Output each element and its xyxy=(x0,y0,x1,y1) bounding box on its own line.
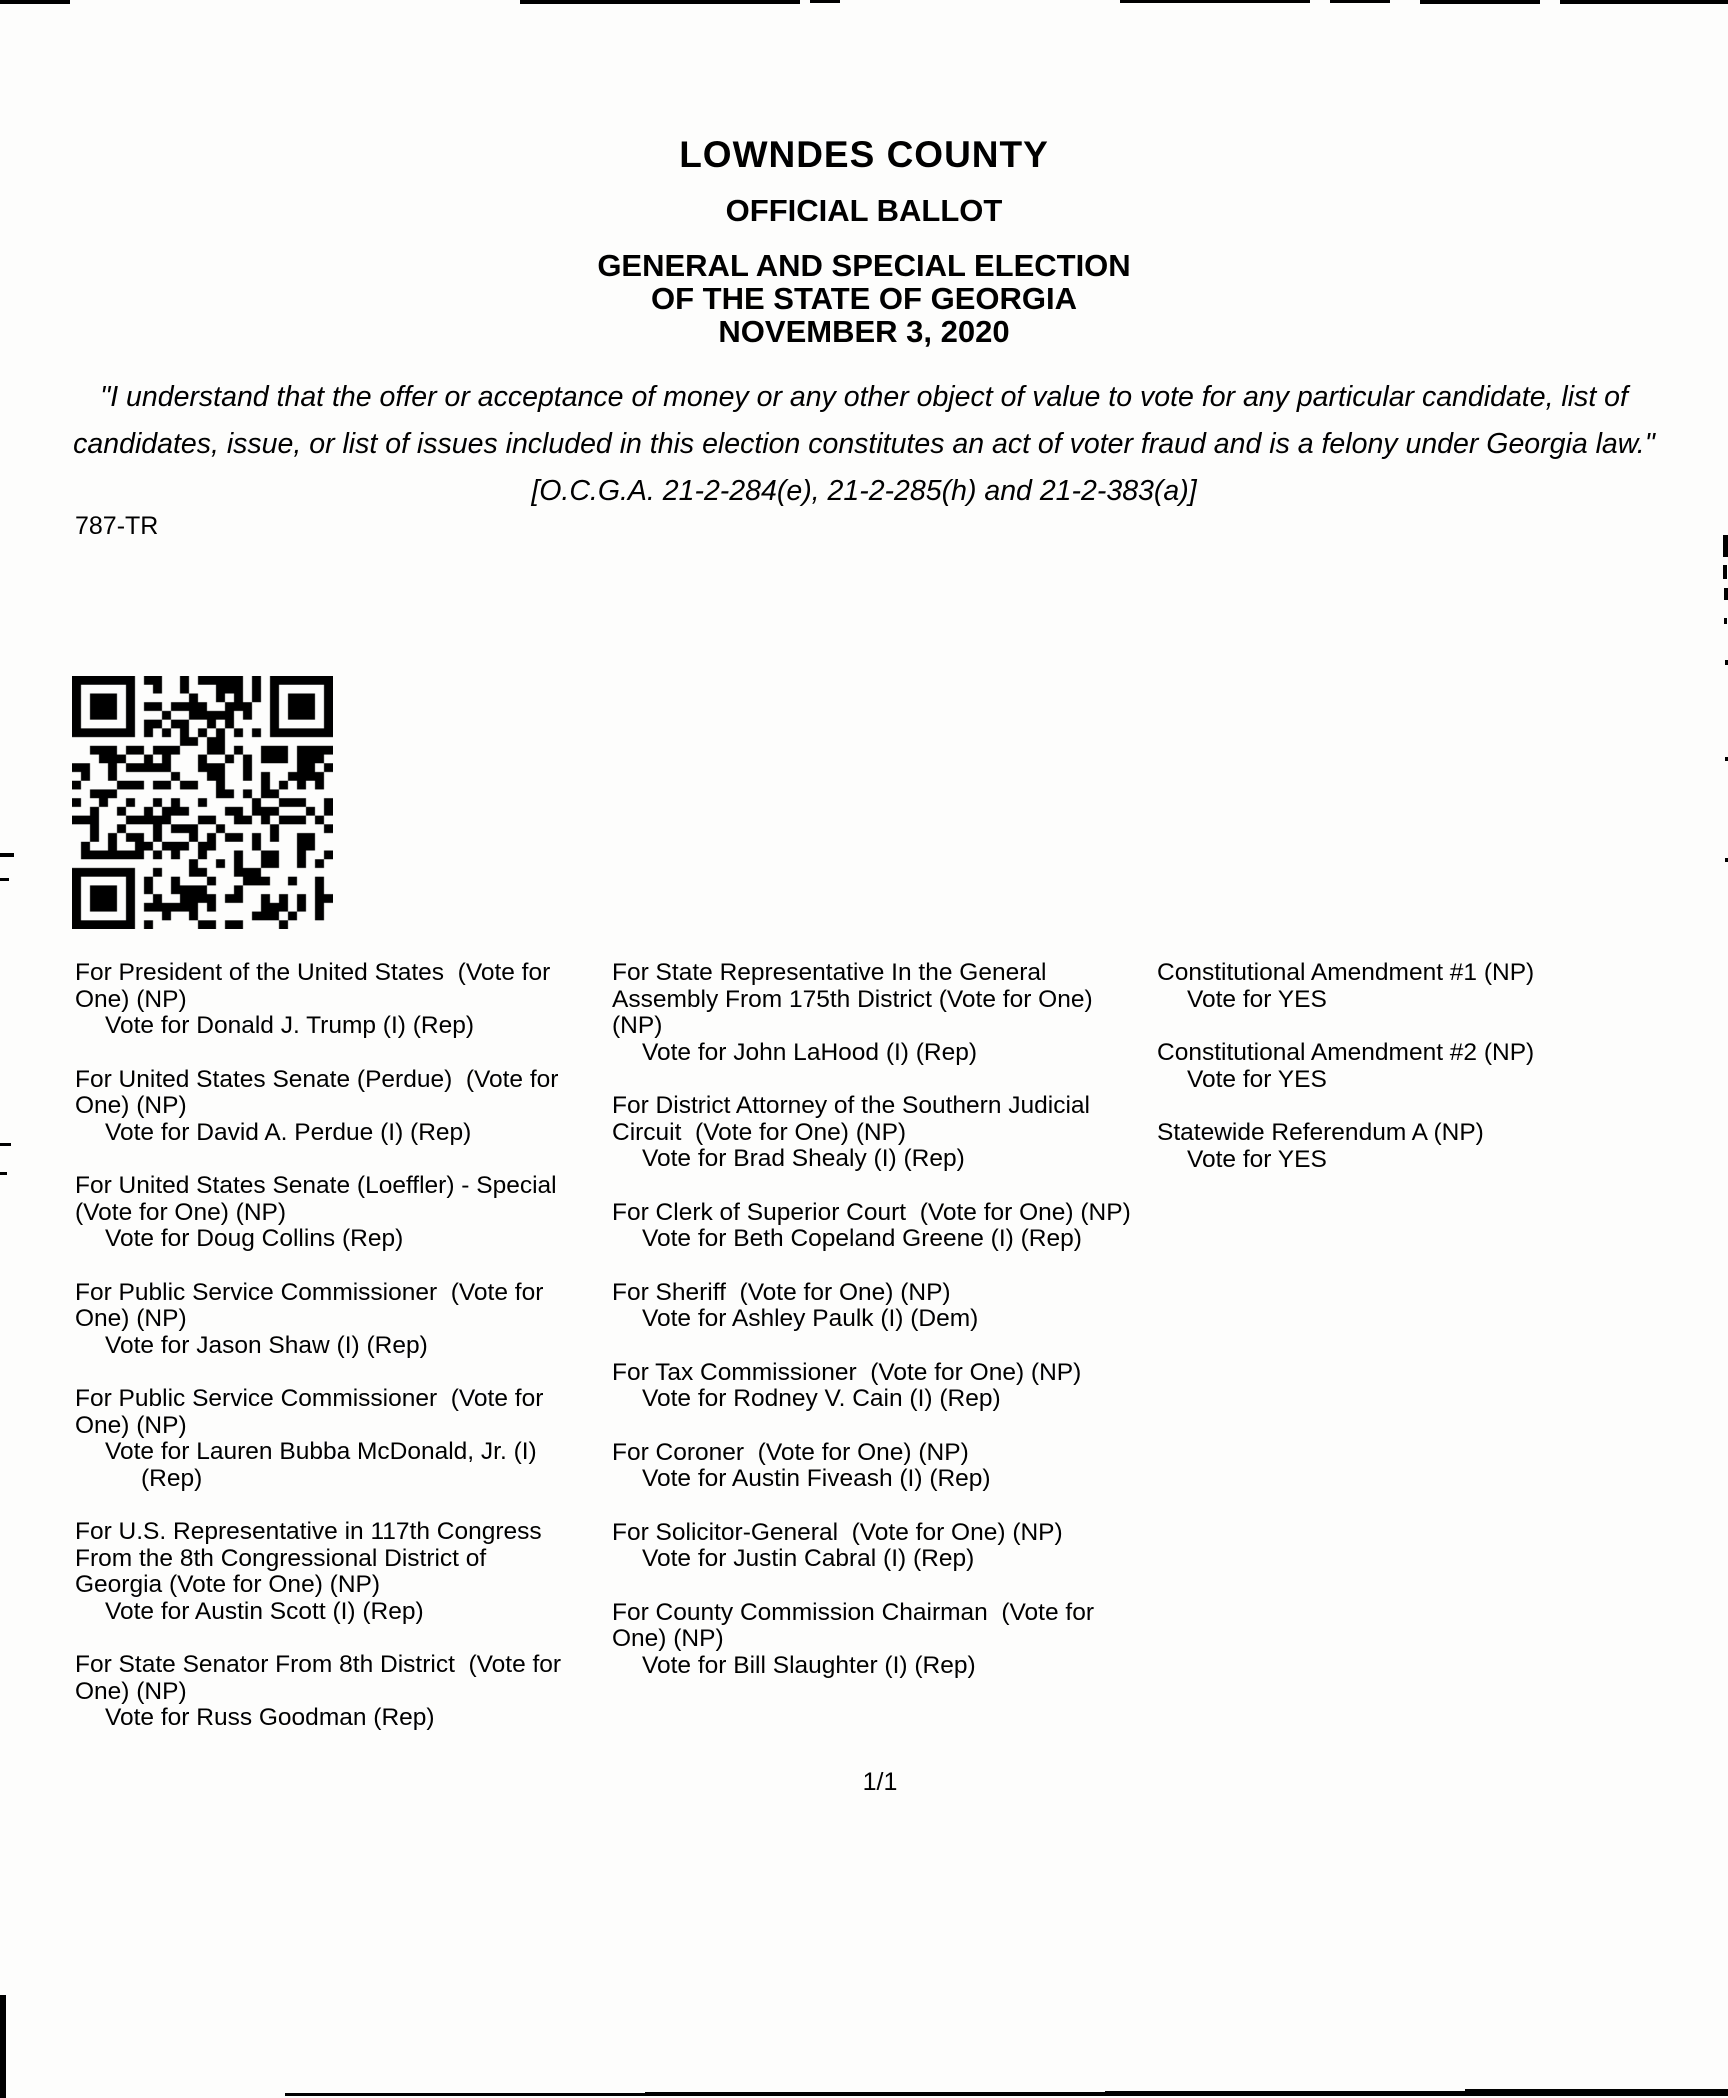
contest-block xyxy=(612,1280,1142,1333)
scan-artifact-left-edge xyxy=(0,853,14,857)
scan-artifact-top-edge xyxy=(520,0,800,4)
contest-column-1 xyxy=(75,960,580,1759)
contest-title: For Tax Commissioner (Vote for One) (NP) xyxy=(612,1358,1082,1386)
contest-title: For United States Senate (Loeffler) - Special (Vote for One) (NP) xyxy=(75,1172,571,1226)
ballot-qr-code xyxy=(72,676,333,929)
vote-selection: Vote for John LaHood (I) (Rep) xyxy=(642,1038,978,1066)
scan-artifact-top-edge xyxy=(0,0,70,4)
contest-block xyxy=(1157,960,1637,1013)
contest-title: For Public Service Commissioner (Vote for One) (NP) xyxy=(75,1278,551,1332)
contest-block xyxy=(75,1067,580,1147)
scan-artifact-right-edge xyxy=(1723,535,1728,557)
contest-block xyxy=(612,1600,1142,1680)
scan-artifact-left-edge xyxy=(0,878,9,881)
vote-selection: Vote for Beth Copeland Greene (I) (Rep) xyxy=(642,1225,1082,1252)
vote-selection: Vote for Brad Shealy (I) (Rep) xyxy=(642,1145,965,1172)
scan-artifact-bottom-edge xyxy=(1465,2089,1728,2096)
contest-block xyxy=(75,960,580,1040)
election-title-line1: GENERAL AND SPECIAL ELECTION xyxy=(597,248,1131,283)
contest-block xyxy=(75,1386,580,1492)
contest-title: For District Attorney of the Southern Judicial Circuit (Vote for One) (NP) xyxy=(612,1092,1097,1146)
contest-block xyxy=(612,1200,1142,1253)
vote-selection: Vote for Doug Collins (Rep) xyxy=(105,1225,404,1252)
contest-title: For State Representative In the General Assembly From 175th District (Vote for One) (NP) xyxy=(612,959,1100,1039)
vote-selection: Vote for Justin Cabral (I) (Rep) xyxy=(642,1545,975,1572)
vote-selection: Vote for Austin Scott (I) (Rep) xyxy=(105,1597,424,1625)
contest-title: For Coroner (Vote for One) (NP) xyxy=(612,1438,969,1466)
contest-title: For United States Senate (Perdue) (Vote for One) (NP) xyxy=(75,1065,566,1119)
scan-artifact-right-edge xyxy=(1723,565,1727,579)
scan-artifact-bottom-edge xyxy=(645,2092,1105,2096)
precinct-code: 787-TR xyxy=(75,512,159,540)
ballot-type-title: OFFICIAL BALLOT xyxy=(725,193,1003,228)
contest-block xyxy=(75,1519,580,1625)
contest-block xyxy=(612,1520,1142,1573)
page-indicator: 1/1 xyxy=(862,1768,898,1796)
vote-selection: Vote for YES xyxy=(1187,1065,1327,1093)
election-title-line3: NOVEMBER 3, 2020 xyxy=(718,314,1010,349)
contest-block xyxy=(612,960,1142,1066)
vote-selection: Vote for Rodney V. Cain (I) (Rep) xyxy=(642,1385,1001,1412)
voter-fraud-disclaimer: "I understand that the offer or acceptance of money or any other object of value to vote for any particular candidate, list of candidates, issue, or list of issues included in this election constitutes an act of voter fraud and is a felony under Georgia law." [O.C.G.A. 21-2-284(e), 21-2-285(h) and 21-2-383(a)] xyxy=(73,381,1655,507)
contest-block xyxy=(1157,1120,1637,1173)
vote-selection: Vote for Donald J. Trump (I) (Rep) xyxy=(105,1012,474,1039)
election-title-line2: OF THE STATE OF GEORGIA xyxy=(651,281,1077,316)
scan-artifact-top-edge xyxy=(810,0,840,3)
contest-block xyxy=(612,1360,1142,1413)
contest-title: For Clerk of Superior Court (Vote for One) (NP) xyxy=(612,1198,1131,1226)
contest-block xyxy=(1157,1040,1637,1093)
vote-selection: Vote for YES xyxy=(1187,1145,1327,1173)
contest-title: Statewide Referendum A (NP) xyxy=(1157,1119,1484,1146)
vote-selection: Vote for YES xyxy=(1187,985,1327,1013)
contest-block xyxy=(612,1093,1142,1173)
vote-selection: Vote for Bill Slaughter (I) (Rep) xyxy=(642,1651,976,1679)
ballot-header xyxy=(0,134,1728,348)
vote-selection: Vote for Austin Fiveash (I) (Rep) xyxy=(642,1465,991,1492)
scan-artifact-right-edge xyxy=(1724,588,1728,600)
contest-title: For President of the United States (Vote for One) (NP) xyxy=(75,959,558,1013)
scan-artifact-top-edge xyxy=(1560,0,1728,4)
contest-columns xyxy=(75,960,1637,1759)
scan-artifact-top-edge xyxy=(1120,0,1310,3)
contest-title: For Public Service Commissioner (Vote for One) (NP) xyxy=(75,1385,551,1439)
contest-block xyxy=(75,1173,580,1253)
vote-selection: Vote for Russ Goodman (Rep) xyxy=(105,1704,435,1731)
scan-artifact-top-edge xyxy=(1330,0,1390,3)
contest-title: For County Commission Chairman (Vote for One) (NP) xyxy=(612,1598,1101,1652)
contest-title: For U.S. Representative in 117th Congress From the 8th Congressional District of Georgia (Vote for One) (NP) xyxy=(75,1518,549,1598)
scan-artifact-left-edge xyxy=(0,1995,6,2098)
scan-artifact-top-edge xyxy=(1420,0,1540,4)
contest-title: For State Senator From 8th District (Vote for One) (NP) xyxy=(75,1651,568,1705)
contest-block xyxy=(75,1652,580,1732)
scan-artifact-right-edge xyxy=(1724,618,1727,624)
vote-selection: Vote for Jason Shaw (I) (Rep) xyxy=(105,1331,428,1359)
vote-selection: Vote for David A. Perdue (I) (Rep) xyxy=(105,1118,472,1146)
contest-column-2 xyxy=(612,960,1142,1759)
contest-title: Constitutional Amendment #2 (NP) xyxy=(1157,1039,1535,1066)
vote-selection: Vote for Lauren Bubba McDonald, Jr. (I) (Rep) xyxy=(105,1438,544,1492)
scan-artifact-bottom-edge xyxy=(285,2093,645,2096)
contest-block xyxy=(75,1280,580,1360)
county-title: LOWNDES COUNTY xyxy=(679,134,1049,175)
scan-artifact-left-edge xyxy=(0,1143,11,1146)
scan-artifact-left-edge xyxy=(0,1172,7,1175)
contest-title: Constitutional Amendment #1 (NP) xyxy=(1157,959,1535,986)
contest-title: For Solicitor-General (Vote for One) (NP) xyxy=(612,1518,1063,1546)
contest-title: For Sheriff (Vote for One) (NP) xyxy=(612,1278,951,1306)
contest-column-3 xyxy=(1157,960,1637,1759)
scan-artifact-bottom-edge xyxy=(1105,2091,1465,2096)
contest-block xyxy=(612,1440,1142,1493)
vote-selection: Vote for Ashley Paulk (I) (Dem) xyxy=(642,1305,979,1332)
